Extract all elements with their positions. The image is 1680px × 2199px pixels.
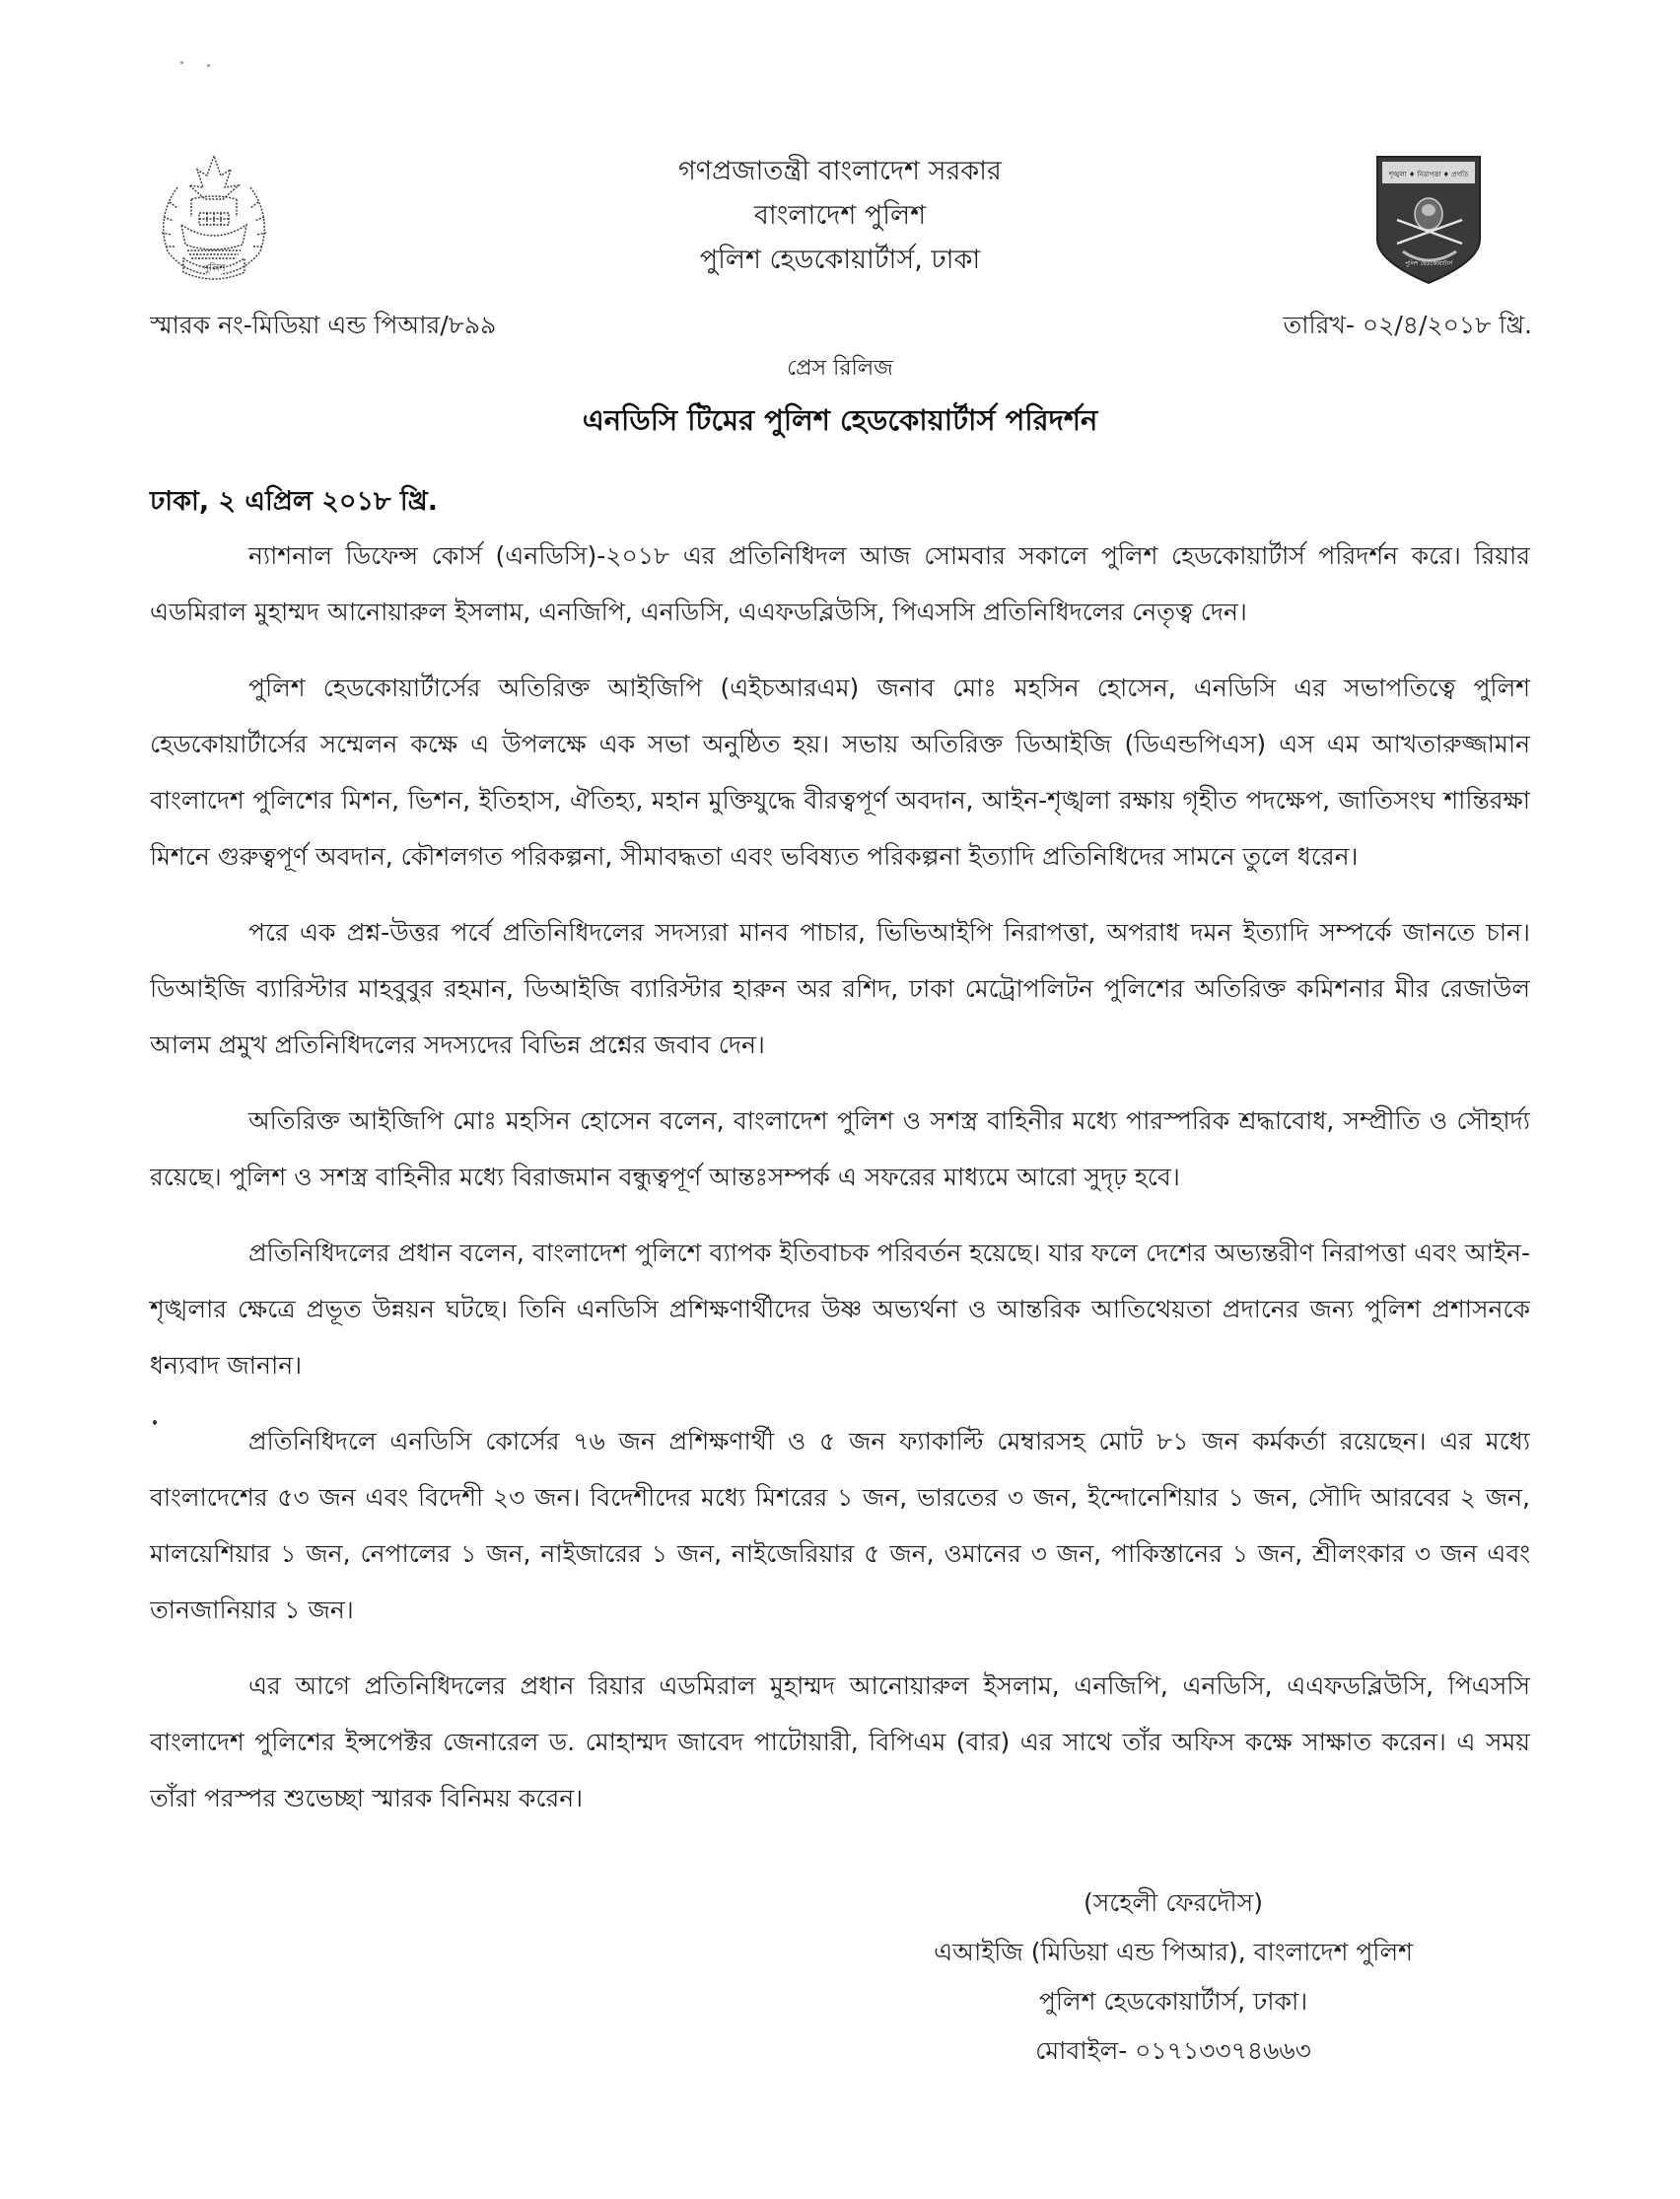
document-title: এনডিসি টিমের পুলিশ হেডকোয়ার্টার্স পরিদর্শন [582, 403, 1098, 437]
dateline: ঢাকা, ২ এপ্রিল ২০১৮ খ্রি. [150, 486, 438, 517]
signatory-name: (সহেলী ফেরদৌস) [1084, 1888, 1263, 1917]
paragraph-2: পুলিশ হেডকোয়ার্টার্সের অতিরিক্ত আইজিপি (এইচআরএম) জনাব মোঃ মহসিন হোসেন, এনডিসি এর সভাপতিত্বে পুলিশ হেডকোয়ার্টার্সের সম্মেলন কক্ষে এ উপলক্ষে এক সভা অনুষ্ঠিত হয়। সভায় অতিরিক্ত ডিআইজি (ডিএন্ডপিএস) এস এম আখতারুজ্জামান বাংলাদেশ পুলিশের মিশন, ভিশন, ইতিহাস, ঐতিহ্য, মহান মুক্তিযুদ্ধে বীরত্বপূর্ণ অবদান, আইন-শৃঙ্খলা রক্ষায় গৃহীত পদক্ষেপ, জাতিসংঘ শান্তিরক্ষা মিশনে গুরুত্বপূর্ণ অবদান, কৌশলগত পরিকল্পনা, সীমাবদ্ধতা এবং ভবিষ্যত পরিকল্পনা ইত্যাদি প্রতিনিধিদের সামনে তুলে ধরেন। [150, 674, 1530, 871]
press-release-body [150, 528, 1530, 1846]
signature-block [868, 1879, 1479, 2076]
header-office: পুলিশ হেডকোয়ার্টার্স, ঢাকা [699, 245, 981, 275]
crest-bottom-text: পুলিশ হেডকোয়ার্টার্স [1404, 260, 1453, 267]
signatory-designation: এআইজি (মিডিয়া এন্ড পিআর), বাংলাদেশ পুলিশ [934, 1938, 1413, 1966]
signatory-office: পুলিশ হেডকোয়ার্টার্স, ঢাকা। [1038, 1987, 1308, 2016]
memo-date: তারিখ- ০২/৪/২০১৮ খ্রি. [1283, 311, 1532, 339]
scan-speck [180, 61, 183, 64]
signatory-mobile: মোবাইল- ০১৭১৩৩৭৪৬৬৩ [1035, 2036, 1311, 2065]
header-government: গণপ্রজাতন্ত্রী বাংলাদেশ সরকার [678, 156, 1002, 186]
paragraph-1: ন্যাশনাল ডিফেন্স কোর্স (এনডিসি)-২০১৮ এর প্রতিনিধিদল আজ সোমবার সকালে পুলিশ হেডকোয়ার্টার্স পরিদর্শন করে। রিয়ার এডমিরাল মুহাম্মদ আনোয়ারুল ইসলাম, এনজিপি, এনডিসি, এএফডব্লিউসি, পিএসসি প্রতিনিধিদলের নেতৃত্ব দেন। [150, 541, 1530, 626]
header-department: বাংলাদেশ পুলিশ [753, 200, 927, 231]
paragraph-6: প্রতিনিধিদলে এনডিসি কোর্সের ৭৬ জন প্রশিক্ষণার্থী ও ৫ জন ফ্যাকাল্টি মেম্বারসহ মোট ৮১ জন কর্মকর্তা রয়েছেন। এর মধ্যে বাংলাদেশের ৫৩ জন এবং বিদেশী ২৩ জন। বিদেশীদের মধ্যে মিশরের ১ জন, ভারতের ৩ জন, ইন্দোনেশিয়ার ১ জন, সৌদি আরবের ২ জন, মালয়েশিয়ার ১ জন, নেপালের ১ জন, নাইজারের ১ জন, নাইজেরিয়ার ৫ জন, ওমানের ৩ জন, পাকিস্তানের ১ জন, শ্রীলংকার ৩ জন এবং তানজানিয়ার ১ জন। [150, 1427, 1530, 1624]
emblem-text: পুলিশ [202, 263, 226, 274]
crest-motto-text: শৃঙ্খলা ♦ নিরাপত্তা ♦ প্রগতি [1388, 171, 1469, 178]
memo-reference: স্মারক নং-মিডিয়া এন্ড পিআর/৮৯৯ [150, 311, 497, 339]
paragraph-7: এর আগে প্রতিনিধিদলের প্রধান রিয়ার এডমিরাল মুহাম্মদ আনোয়ারুল ইসলাম, এনজিপি, এনডিসি, এএফডব্লিউসি, পিএসসি বাংলাদেশ পুলিশের ইন্সপেক্টর জেনারেল ড. মোহাম্মদ জাবেদ পাটোয়ারী, বিপিএম (বার) এর সাথে তাঁর অফিস কক্ষে সাক্ষাত করেন। এ সময় তাঁরা পরস্পর শুভেচ্ছা স্মারক বিনিময় করেন। [150, 1671, 1530, 1812]
paragraph-4: অতিরিক্ত আইজিপি মোঃ মহসিন হোসেন বলেন, বাংলাদেশ পুলিশ ও সশস্ত্র বাহিনীর মধ্যে পারস্পরিক শ্রদ্ধাবোধ, সম্প্রীতি ও সৌহার্দ্য রয়েছে। পুলিশ ও সশস্ত্র বাহিনীর মধ্যে বিরাজমান বন্ধুত্বপূর্ণ আন্তঃসম্পর্ক এ সফরের মাধ্যমে আরো সুদৃঢ় হবে। [150, 1106, 1530, 1191]
paragraph-5: প্রতিনিধিদলের প্রধান বলেন, বাংলাদেশ পুলিশে ব্যাপক ইতিবাচক পরিবর্তন হয়েছে। যার ফলে দেশের অভ্যন্তরীণ নিরাপত্তা এবং আইন-শৃঙ্খলার ক্ষেত্রে প্রভূত উন্নয়ন ঘটছে। তিনি এনডিসি প্রশিক্ষণার্থীদের উষ্ণ অভ্যর্থনা ও আন্তরিক আতিথেয়তা প্রদানের জন্য পুলিশ প্রশাসনকে ধন্যবাদ জানান। [150, 1239, 1530, 1380]
paragraph-3: পরে এক প্রশ্ন-উত্তর পর্বে প্রতিনিধিদলের সদস্যরা মানব পাচার, ভিভিআইপি নিরাপত্তা, অপরাধ দমন ইত্যাদি সম্পর্কে জানতে চান। ডিআইজি ব্যারিস্টার মাহবুবুর রহমান, ডিআইজি ব্যারিস্টার হারুন অর রশিদ, ঢাকা মেট্রোপলিটন পুলিশের অতিরিক্ত কমিশনার মীর রেজাউল আলম প্রমুখ প্রতিনিধিদলের সদস্যদের বিভিন্ন প্রশ্নের জবাব দেন। [150, 918, 1530, 1059]
press-release-label: প্রেস রিলিজ [787, 356, 893, 381]
scan-speck [207, 64, 210, 67]
